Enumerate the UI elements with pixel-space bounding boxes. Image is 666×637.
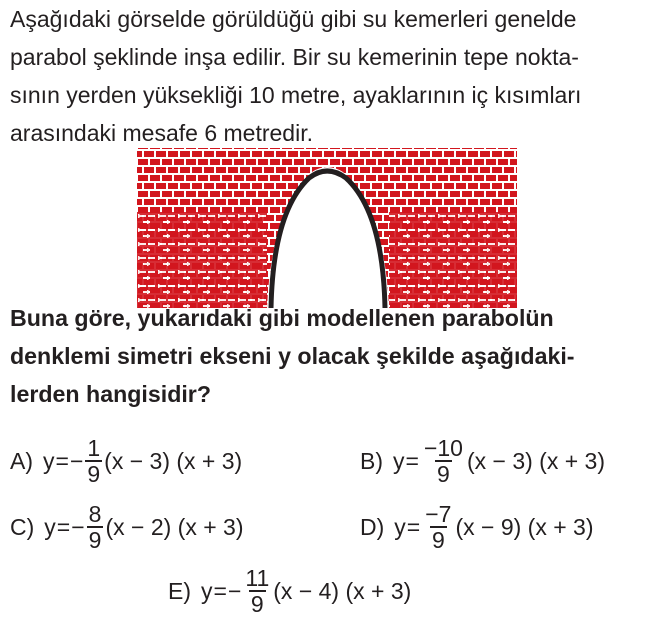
fraction-denominator: 9 <box>431 527 445 553</box>
factor-product: (x − 2) (x + 3) <box>105 513 244 540</box>
statement-line: Aşağıdaki görselde görüldüğü gibi su kemerleri genelde <box>10 6 577 32</box>
coefficient-fraction <box>423 502 453 552</box>
minus-sign: − <box>71 513 85 540</box>
choice-e[interactable] <box>168 566 411 616</box>
coefficient-fraction <box>85 436 102 486</box>
factor-product: (x − 3) (x + 3) <box>466 447 605 474</box>
coefficient-fraction <box>243 566 271 616</box>
equals-sign: = <box>55 447 69 474</box>
statement-line: sının yerden yüksekliği 10 metre, ayaklarının iç kısımları <box>10 82 582 108</box>
choice-c[interactable] <box>10 502 244 552</box>
choice-b[interactable] <box>360 436 605 486</box>
choice-letter: E) <box>168 577 191 604</box>
choice-letter: C) <box>10 513 35 540</box>
fraction-denominator: 9 <box>87 461 101 487</box>
equation-lhs: y <box>393 447 405 474</box>
equation-lhs: y <box>43 447 55 474</box>
fraction-denominator: 9 <box>250 591 264 617</box>
equals-sign: = <box>406 513 421 540</box>
factor-product: (x − 3) (x + 3) <box>104 447 243 474</box>
choice-d[interactable] <box>360 502 594 552</box>
question-line: Buna göre, yukarıdaki gibi modellenen parabolün <box>10 305 554 331</box>
fraction-denominator: 9 <box>437 461 450 487</box>
equals-sign: = <box>56 513 71 540</box>
statement-line: arasındaki mesafe 6 metredir. <box>10 120 313 146</box>
fraction-numerator: 8 <box>88 501 102 527</box>
minus-sign: − <box>227 577 242 604</box>
question-line: lerden hangisidir? <box>10 381 211 407</box>
fraction-denominator: 9 <box>88 527 102 553</box>
coefficient-fraction <box>422 436 465 486</box>
factor-product: (x − 4) (x + 3) <box>273 577 412 604</box>
question-text <box>10 299 652 413</box>
equation-lhs: y <box>44 513 56 540</box>
fraction-numerator: 1 <box>87 435 101 461</box>
equals-sign: = <box>213 577 227 604</box>
fraction-numerator: 11 <box>245 565 270 591</box>
choice-letter: B) <box>360 447 383 474</box>
question-line: denklemi simetri ekseni y olacak şekilde aşağıdaki- <box>10 343 575 369</box>
choice-letter: D) <box>360 513 385 540</box>
factor-product: (x − 9) (x + 3) <box>455 513 594 540</box>
coefficient-fraction <box>87 502 104 552</box>
equals-sign: = <box>405 447 419 474</box>
statement-line: parabol şeklinde inşa edilir. Bir su kemerinin tepe nokta- <box>10 44 579 70</box>
aqueduct-arch-figure <box>137 142 517 313</box>
fraction-numerator: −7 <box>425 501 452 527</box>
minus-sign: − <box>69 447 84 474</box>
equation-lhs: y <box>394 513 406 540</box>
choice-letter: A) <box>10 447 33 474</box>
brick-arch-illustration <box>137 142 517 308</box>
choice-a[interactable] <box>10 436 242 486</box>
problem-statement <box>10 0 652 152</box>
equation-lhs: y <box>201 577 213 604</box>
fraction-numerator: −10 <box>423 435 463 461</box>
